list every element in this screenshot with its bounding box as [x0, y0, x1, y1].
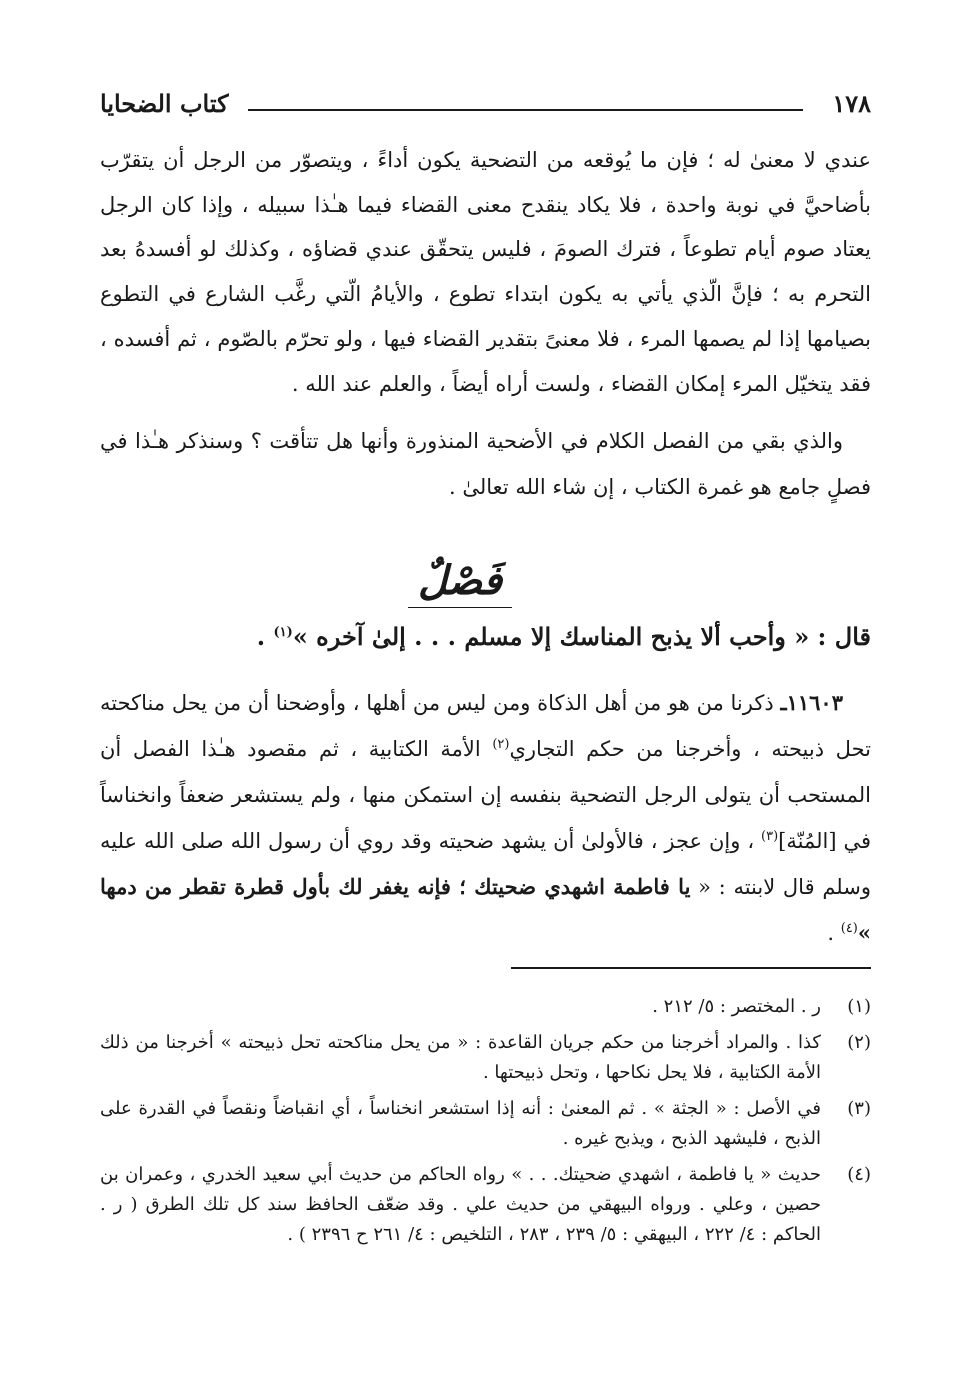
- hadith-close: »: [857, 920, 871, 945]
- paragraph-3-tail: .: [827, 921, 841, 945]
- page-number: ١٧٨: [832, 89, 871, 118]
- footnote-number: (١): [847, 996, 871, 1017]
- footnote-1: [100, 992, 871, 1022]
- footnote-text: كذا . والمراد أخرجنا من حكم جريان القاعدة : « من يحل مناكحته تحل ذبيحته » أخرجنا من ذلك الأمة الكتابية ، فلا يحل نكاحها ، وتحل ذبيحتها .: [100, 1032, 821, 1083]
- footnote-text: في الأصل : « الجثة » . ثم المعنىٰ : أنه إذا استشعر انخناساً ، أي انقباضاً ونقصاً في القدرة على الذبح ، فليشهد الذبح ، ويذبح غيره .: [100, 1098, 821, 1149]
- footnote-number: (٣): [847, 1098, 871, 1119]
- paragraph-3: [100, 680, 871, 956]
- paragraph-number: ١١٦٠٣ـ: [780, 690, 843, 715]
- footnote-4: [100, 1160, 871, 1250]
- paragraph-3-part-3: ، وإن عجز ، فالأولىٰ أن يشهد ضحيته وقد روي أن رسول الله صلى الله عليه وسلم قال لابنته : «: [100, 829, 871, 899]
- footnote-number: (٢): [847, 1032, 871, 1053]
- header-rule: [248, 109, 803, 111]
- quote-text: قال : « وأحب ألا يذبح المناسك إلا مسلم . . . إلىٰ آخره »: [292, 622, 871, 651]
- paragraph-3-part-1: ذكرنا من هو من أهل الذكاة ومن ليس من أهلها ، وأوضحنا أن من يحل مناكحته تحل ذبيحته ، وأخرجنا من حكم التجاري: [100, 691, 871, 761]
- footnote-separator: [511, 967, 871, 969]
- footnote-ref-3[interactable]: (٣): [761, 829, 779, 844]
- paragraph-2: والذي بقي من الفصل الكلام في الأضحية المنذورة وأنها هل تتأقت ؟ وسنذكر هـٰذا في فصلٍ جامع هو غمرة الكتاب ، إن شاء الله تعالىٰ .: [100, 429, 871, 499]
- footnote-3: [100, 1094, 871, 1154]
- footnote-text: ر . المختصر : ٥/ ٢١٢ .: [652, 996, 821, 1017]
- section-heading: فَصْلٌ: [380, 548, 540, 614]
- footnote-ref-1[interactable]: (١): [273, 625, 293, 640]
- footnote-number: (٤): [847, 1164, 871, 1185]
- footnote-2: [100, 1028, 871, 1088]
- running-title: كتاب الضحايا: [100, 89, 229, 118]
- footnote-ref-2[interactable]: (٢): [492, 737, 510, 752]
- quote-tail: .: [256, 622, 274, 651]
- footnote-ref-4[interactable]: (٤): [840, 921, 858, 936]
- page-header: [100, 84, 871, 124]
- quote-line: [257, 614, 871, 660]
- paragraph-3-part-2: الأمة الكتابية ، ثم مقصود هـٰذا الفصل أن المستحب أن يتولى الرجل التضحية بنفسه إن استمكن منها ، ولم يستشعر ضعفاً وانخناساً في [المُنّة]: [100, 737, 871, 853]
- paragraph-1: عندي لا معنىٰ له ؛ فإن ما يُوقعه من التضحية يكون أداءً ، ويتصوّر من الرجل أن يتقرّب بأضاحيَّ في نوبة واحدة ، فلا يكاد ينقدح معنى القضاء فيما هـٰذا سبيله ، وإذا كان الرجل يعتاد صوم أيام تطوعاً ، فترك الصومَ ، فليس يتحقّق عندي قضاؤه ، وكذلك لو أفسدهُ بعد التحرم به ؛ فإنَّ الّذي يأتي به يكون ابتداء تطوع ، والأيامُ الّتي رغَّب الشارع في التطوع بصيامها إذا لم يصمها المرء ، فلا معنىً بتقدير القضاء فيها ، ولو تحرّم بالصّوم ، ثم أفسده ، فقد يتخيّل المرء إمكان القضاء ، ولست أراه أيضاً ، والعلم عند الله .: [100, 148, 871, 396]
- hadith-text: يا فاطمة اشهدي ضحيتك ؛ فإنه يغفر لك بأول قطرة تقطر من دمها: [100, 874, 691, 899]
- footnotes: [100, 992, 871, 1256]
- footnote-text: حديث « يا فاطمة ، اشهدي ضحيتك. . . » رواه الحاكم من حديث أبي سعيد الخدري ، وعمران بن حصين ، وعلي . ورواه البيهقي من حديث علي . وقد ضعّف الحافظ سند كل تلك الطرق ( ر . الحاكم : ٤/ ٢٢٢ ، البيهقي : ٥/ ٢٣٩ ، ٢٨٣ ، التلخيص : ٤/ ٢٦١ ح ٢٣٩٦ ) .: [100, 1164, 821, 1245]
